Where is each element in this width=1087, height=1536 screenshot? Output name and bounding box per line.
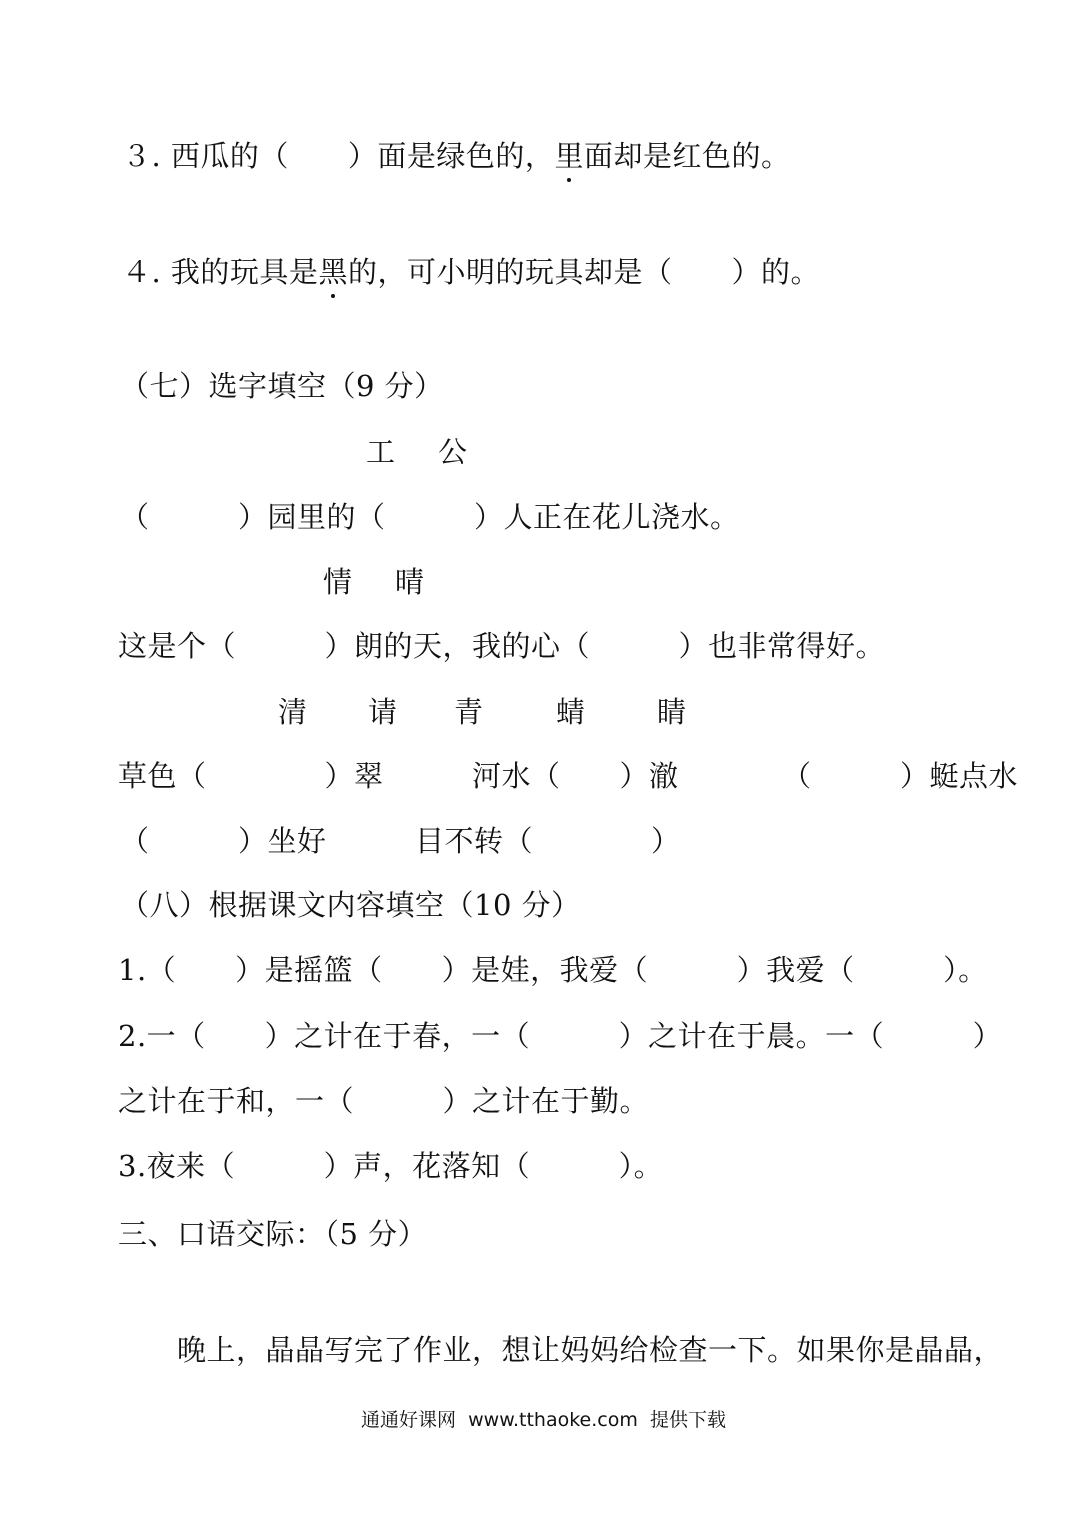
section-7-title: （七）选字填空（9 分） [120, 369, 444, 403]
s7c-option-5: 睛 [657, 695, 687, 729]
q6-item-3 [122, 138, 790, 174]
q6-item-3-post: 面却是红色的。 [583, 139, 791, 173]
section-3-title: 三、口语交际：（5 分） [118, 1217, 428, 1251]
s7b-sentence: 这是个（ ）朗的天，我的心（ ）也非常得好。 [118, 629, 886, 663]
s8-item-1: 1.（ ）是摇篮（ ）是娃，我爱（ ）我爱（ ）。 [118, 953, 988, 987]
s7c-option-3: 青 [454, 695, 484, 729]
s7a-option-2: 公 [438, 435, 468, 469]
s7c-row-1: 草色（ ）翠 河水（ ）澈 （ ）蜓点水 [118, 759, 1019, 793]
s7c-option-2: 请 [368, 695, 398, 729]
q6-item-3-dotted-char: 里 [554, 139, 584, 173]
s7a-sentence: （ ）园里的（ ）人正在花儿浇水。 [120, 500, 740, 534]
s8-item-2-line-2: 之计在于和，一（ ）之计在于勤。 [118, 1084, 650, 1118]
section-8-title: （八）根据课文内容填空（10 分） [120, 888, 581, 922]
q6-item-4 [122, 254, 820, 290]
oral-paragraph: 晚上，晶晶写完了作业，想让妈妈给检查一下。如果你是晶晶， [118, 1333, 1004, 1367]
s7a-option-1: 工 [366, 435, 396, 469]
q6-item-3-pre: ３. 西瓜的（ ）面是绿色的， [122, 139, 555, 173]
s7b-option-2: 晴 [395, 565, 425, 599]
s8-item-3: 3.夜来（ ）声，花落知（ ）。 [118, 1149, 664, 1183]
s8-item-2-line-1: 2.一（ ）之计在于春，一（ ）之计在于晨。一（ ） [118, 1019, 1003, 1053]
s7c-row-2: （ ）坐好 目不转（ ） [120, 824, 681, 858]
s7c-option-1: 清 [278, 695, 308, 729]
s7c-option-4: 蜻 [556, 695, 586, 729]
q6-item-4-pre: ４. 我的玩具是 [122, 255, 319, 289]
s7b-option-1: 情 [323, 565, 353, 599]
page-footer: 通通好课网 www.tthaoke.com 提供下载 [361, 1409, 726, 1431]
q6-item-4-post: 的，可小明的玩具却是（ ）的。 [347, 255, 820, 289]
q6-item-4-dotted-char: 黑 [318, 255, 348, 289]
